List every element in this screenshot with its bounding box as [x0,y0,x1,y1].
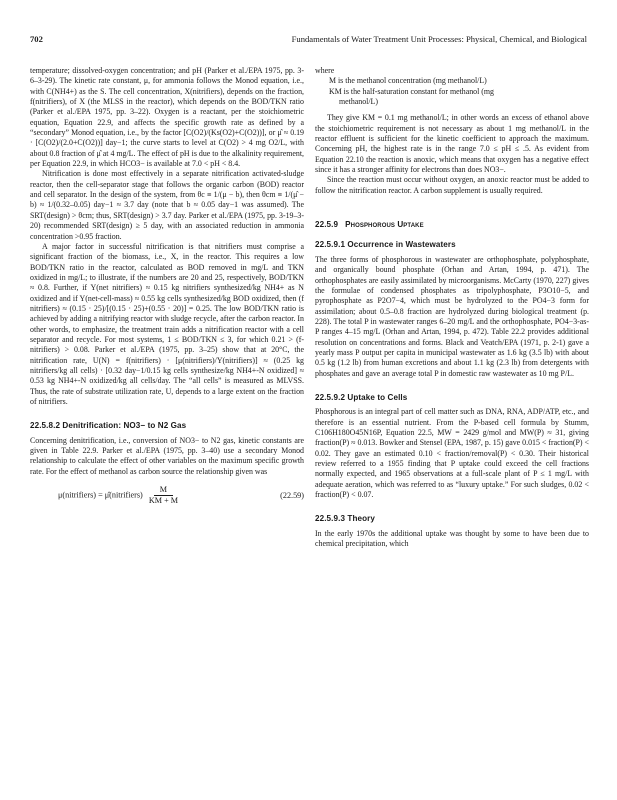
equation-lhs: μ(nitrifiers) = μ̂(nitrifiers) [58,490,143,500]
running-title: Fundamentals of Water Treatment Unit Processes: Physical, Chemical, and Biological [291,34,587,44]
equation-fraction [147,485,180,507]
section-heading-phosphorous-uptake [315,220,589,230]
paragraph: Concerning denitrification, i.e., conversion of NO3− to N2 gas, kinetic constants are given in Table 22.9. Parker et al./EPA (1975, pp. 3–40) use a secondary Monod relationship to calculate the effect of other variables on the maximum specific growth rate. For the effect of methanol as carbon source the relationship given was [30,435,304,476]
paragraph: Since the reaction must occur without oxygen, an anoxic reactor must be added to follow the nitrification reactor. A carbon supplement is usually required. [315,175,589,195]
paragraph: They give KM = 0.1 mg methanol/L; in other words an excess of ethanol above the stoichiometric requirement is not necessary as about 1 mg methanol/L in the reactor effluent is sufficient for the kinetic coefficient to approach the maximum. Concerning pH, the highest rate is in the range 7.0 ≤ pH ≤ .5. As evident from Equation 22.10 the reaction is anoxic, which means that oxygen has a negative effect since it has a stronger affinity for electrons than does NO3−. [315,113,589,175]
equation-22-59 [30,485,304,507]
left-column [30,66,304,507]
definition-item: KM is the half-saturation constant for methanol (mg [329,86,495,96]
paragraph: temperature; dissolved-oxygen concentration; and pH (Parker et al./EPA 1975, pp. 3-6–3-29). The kinetic rate constant, μ, for ammonia follows the Monod equation, i.e., with C(NH4+) as the S. The cell concentration, X(nitrifiers), depends on the fraction, f(nitrifiers), of X (the MLSS in the reactor), which depends on the BOD/TKN ratio (Parker et al./EPA 1975, pp. 3–22). Oxygen is a reactant, per the stoichiometric equation, Equation 22.9, and affects the specific growth rate as defined by a “secondary” Monod equation, i.e., by the factor [C(O2)/(Ks(O2)+C(O2))], or μ̂ ≈ 0.19 · [C(O2)/(2.0+C(O2))] day−1; the curve starts to level at C(O2) > 4 mg O2/L, with about 0.8 fraction of μ̂ at 4 mg/L. The effect of pH is due to the alkalinity requirement, per Equation 22.9, in which HCO3− is available at 7.0 < pH < 8.4. [30,66,304,169]
equation-denominator: KM + M [148,496,179,506]
paragraph: In the early 1970s the additional uptake was thought by some to have been due to chemical precipitation, which [315,528,589,549]
right-column [315,66,589,549]
equation-numerator: M [154,485,173,496]
section-number: 22.5.9 [315,220,339,230]
where-label: where [315,66,335,75]
section-title: Phosphorous Uptake [345,220,424,230]
definition-item-continued: methanol/L) [339,97,379,107]
definitions [315,66,589,107]
definition-item: M is the methanol concentration (mg methanol/L) [329,76,487,86]
section-heading-occurrence: 22.5.9.1 Occurrence in Wastewaters [315,240,456,250]
section-heading-theory: 22.5.9.3 Theory [315,514,375,524]
equation-number: (22.59) [280,490,304,500]
paragraph: Phosphorous is an integral part of cell matter such as DNA, RNA, ADP/ATP, etc., and therefore is an essential nutrient. From the P-based cell formula by Stumm, C106H180O45N16P, Equation 22.5, MW = 2429 g/mol and MW(P) ≈ 31, giving fraction(P) ≈ 0.013. Bowker and Stensel (EPA, 1987, p. 15) gave 0.015 < fraction(P) < 0.02. They gave an estimated 0.10 < fraction/removal(P) < 0.30. Their historical review referred to a 1955 finding that P uptake could exceed the cell fractions normally expected, and 1965 observations at a full-scale plant of P ≤ 1 mg/L with adequate aeration, which was referred to as “luxury uptake.” For such sludges, 0.02 < fraction(P) < 0.07. [315,407,589,500]
page-number: 702 [30,34,43,44]
page-header [30,34,587,44]
section-heading-uptake-to-cells: 22.5.9.2 Uptake to Cells [315,392,408,402]
paragraph: Nitrification is done most effectively in a separate nitrification activated-sludge reactor, then the cell-separator stage that follows the organic carbon (BOD) reactor and cell separator. In the design of the system, from θc ≡ 1/(μ − b), then θcm ≡ 1/(μ̂ − b) ≈ 1/(0.32–0.05) day−1 ≈ 3.7 day (note that b ≈ 0.05 day−1 was assumed). The SRT(design) > θcm; thus, SRT(design) > 3.7 day. Parker et al./EPA (1975, pp. 3-19–3-20) recommended SRT(design) ≥ 5 day, with an associated reduction in ammonia concentration >0.95 fraction. [30,169,304,241]
paragraph: A major factor in successful nitrification is that nitrifiers must comprise a significant fraction of the biomass, i.e., X, in the reactor. This requires a low BOD/TKN ratio in the reactor, calculated as BOD removed in mg/L and TKN oxidized in mg/L; to illustrate, if the numbers are 20 and 25, respectively, BOD/TKN ≈ 0.8. Further, if Y(net nitrifiers) ≈ 0.15 kg nitrifiers synthesized/kg NH4+ as N oxidized and if Y(net-cell-mass) ≈ 0.55 kg cells synthesized/kg BOD oxidized, then (f nitrifiers) ≈ (0.15 · 25)/[(0.15 · 25)+(0.55 · 20)] = 0.25. The low BOD/TKN ratio is achieved by adding a nitrifying reactor with sludge recycle, after the carbon reactor. In other words, to emphasize, the treatment train adds a nitrification reactor with a cell separator and recycle. For most systems, 1 ≤ BOD/TKN ≤ 3, for which 0.21 > (f-nitrifiers) > 0.08. Parker et al./EPA (1975, pp. 3–25) show that at 20°C, the nitrification rate, U(N) = f(nitrifiers) · [μ(nitrifiers)/Y(nitrifiers)] ≈ (0.25 kg nitrifiers/kg all cells) · [0.32 day−1/0.15 kg cells synthesize/kg NH4+-N oxidized] ≈ 0.53 kg NH4+-N oxidized/kg all cells/day. The “all cells” is measured as MLVSS. Thus, the rate of substrate utilization rate, U, depends to a large extent on the fraction of nitrifiers. [30,241,304,406]
paragraph: The three forms of phosphorous in wastewater are orthophosphate, polyphosphate, and organically bound phosphate (Orhan and Artan, 1994, p. 471). The orthophosphates are easily assimilated by microorganisms. McCarty (1970, 227) gives the formulae of condensed phosphates as tripolyphosphate, P3O10−5, and pyrophosphate as P2O7−4, which must be hydrolyzed to the PO4−3 form for assimilation; about 0.5–0.8 fraction are hydrolyzed during biological treatment (p. 228). The total P in wastewater ranges 6–20 mg/L and the orthophosphate, PO4−3-as-P ranges 4–15 mg/L (Orhan and Artan, 1994, p. 472). Table 22.2 provides additional resolution on concentrations and forms. Black and Veatch/EPA (1971, p. 2-1) gave a yearly mass P output per capita in municipal wastewater as 1.6 kg (3.5 lb) with about 0.5 kg (1.2 lb) from human excretions and about 1.1 kg (2.3 lb) from detergents with phosphates and gave an average total P in domestic raw wastewater as 10 mg P/L. [315,254,589,378]
section-heading-denitrification: 22.5.8.2 Denitrification: NO3− to N2 Gas [30,421,187,431]
